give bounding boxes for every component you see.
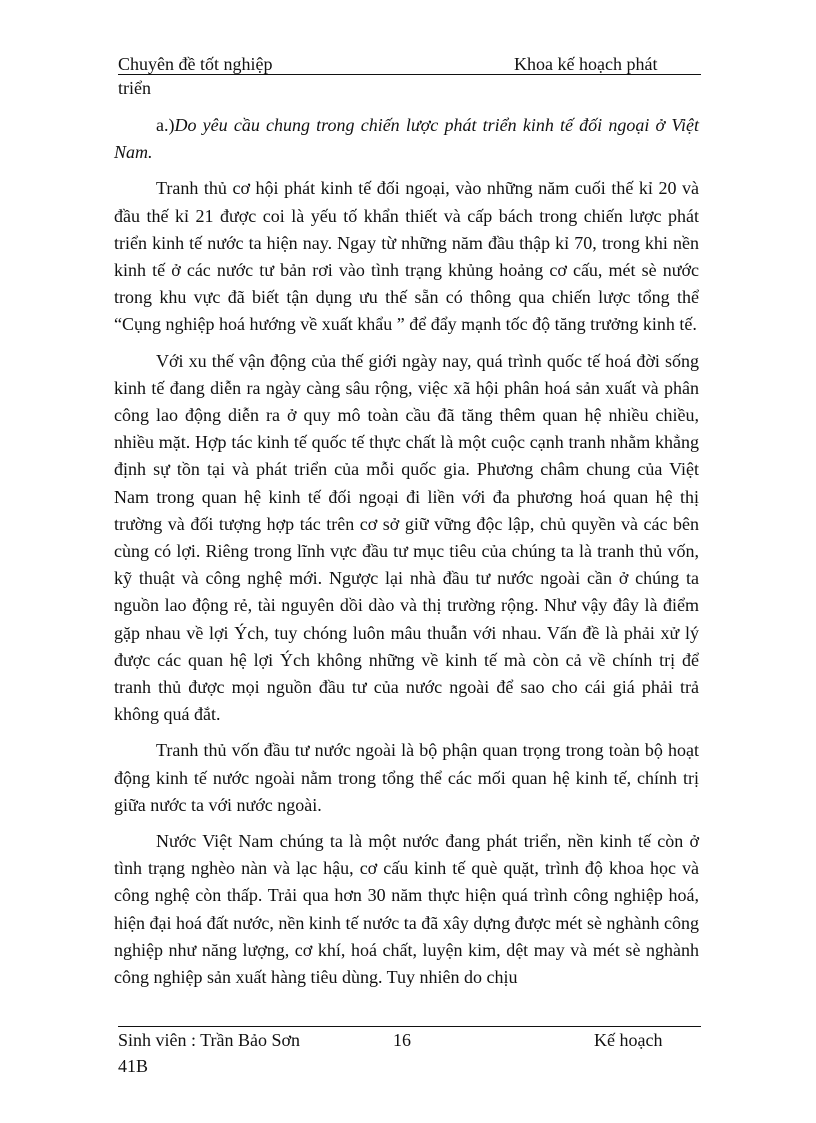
section-subheading: [114, 112, 699, 166]
paragraph-4: Nước Việt Nam chúng ta là một nước đang phát triển, nền kinh tế còn ở tình trạng nghèo nàn và lạc hậu, cơ cấu kinh tế què quặt, trình độ khoa học và công nghệ còn thấp. Trải qua hơn 30 năm thực hiện quá trình công nghiệp hoá, hiện đại hoá đất nước, nền kinh tế nước ta đã xây dựng được mét sè nghành công nghiệp như năng lượng, cơ khí, hoá chất, luyện kim, dệt may và mét sè nghành công nghiệp sản xuất hàng tiêu dùng. Tuy nhiên do chịu: [114, 831, 699, 988]
subheading-number: a.): [156, 115, 175, 135]
document-body: [114, 112, 699, 1000]
footer-class: Kế hoạch: [594, 1030, 663, 1050]
header-left-title: Chuyên đề tốt nghiệp: [118, 54, 273, 74]
header-wrap-text: triển: [118, 78, 151, 98]
footer-wrap-text: 41B: [118, 1056, 149, 1076]
paragraph-2: Với xu thế vận động của thế giới ngày nay, quá trình quốc tế hoá đời sống kinh tế đang diễn ra ngày càng sâu rộng, việc xã hội phân hoá sản xuất và phân công lao động diễn ra ở quy mô toàn cầu đã tăng thêm quan hệ nhiều chiều, nhiều mặt. Hợp tác kinh tế quốc tế thực chất là một cuộc cạnh tranh nhằm khẳng định sự tồn tại và phát triển của mỗi quốc gia. Phương châm chung của Việt Nam trong quan hệ kinh tế đối ngoại đi liền với đa phương hoá quan hệ thị trường và đối tượng hợp tác trên cơ sở giữ vững độc lập, chủ quyền và các bên cùng có lợi. Riêng trong lĩnh vực đầu tư mục tiêu của chúng ta là tranh thủ vốn, kỹ thuật và công nghệ mới. Ngược lại nhà đầu tư nước ngoài cần ở chúng ta nguồn lao động rẻ, tài nguyên dồi dào và thị trường rộng. Như vậy đây là điểm gặp nhau về lợi Ých, tuy chóng luôn mâu thuẫn với nhau. Vấn đề là phải xử lý được các quan hệ lợi Ých không những về kinh tế mà còn cả về chính trị để tranh thủ được mọi nguồn đầu tư của nước ngoài để sao cho cái giá phải trả không quá đắt.: [114, 350, 699, 725]
header-right-title: Khoa kế hoạch phát: [514, 54, 658, 74]
paragraph-1: Tranh thủ cơ hội phát kinh tế đối ngoại, vào những năm cuối thế kỉ 20 và đầu thế kỉ 21 được coi là yếu tố khẩn thiết và cấp bách trong chiến lược phát triển kinh tế nước ta hiện nay. Ngay từ những năm đầu thập kỉ 70, trong khi nền kinh tế ở các nước tư bản rơi vào tình trạng khủng hoảng cơ cấu, mét sè nước trong khu vực đã biết tận dụng ưu thế sẵn có thông qua chiến lược tổng thể “Cụng nghiệp hoá hướng về xuất khẩu ” để đẩy mạnh tốc độ tăng trưởng kinh tế.: [114, 178, 699, 335]
paragraph-3: Tranh thủ vốn đầu tư nước ngoài là bộ phận quan trọng trong toàn bộ hoạt động kinh tế nước ngoài nằm trong tổng thể các mối quan hệ kinh tế, chính trị giữa nước ta với nước ngoài.: [114, 740, 699, 815]
page-number: 16: [393, 1030, 411, 1050]
header-rule: [118, 74, 701, 75]
footer-student: Sinh viên : Trần Bảo Sơn: [118, 1030, 301, 1050]
subheading-text: Do yêu cầu chung trong chiến lược phát triển kinh tế đối ngoại ở Việt Nam.: [114, 115, 699, 163]
footer-rule: [118, 1026, 701, 1027]
